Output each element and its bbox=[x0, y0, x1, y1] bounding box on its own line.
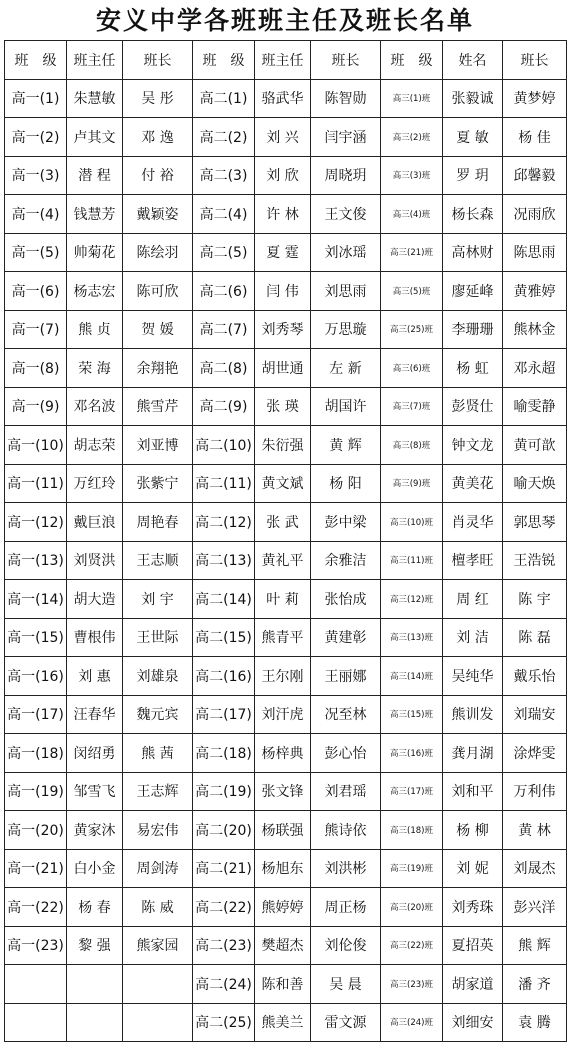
table-cell: 高一(8) bbox=[5, 349, 67, 388]
table-cell: 高一(18) bbox=[5, 734, 67, 773]
table-cell bbox=[5, 965, 67, 1004]
page-title: 安义中学各班班主任及班长名单 bbox=[95, 6, 474, 35]
table-cell: 白小金 bbox=[67, 849, 123, 888]
table-cell: 高二(20) bbox=[193, 811, 255, 850]
table-cell: 高二(25) bbox=[193, 1003, 255, 1042]
table-cell: 帅菊花 bbox=[67, 233, 123, 272]
table-cell: 余翔艳 bbox=[123, 349, 193, 388]
table-cell: 黄雅婷 bbox=[503, 272, 567, 311]
table-cell: 刘 惠 bbox=[67, 657, 123, 696]
table-cell: 刘伦俊 bbox=[311, 926, 381, 965]
table-cell: 彭兴洋 bbox=[503, 888, 567, 927]
table-cell: 王文俊 bbox=[311, 195, 381, 234]
table-row bbox=[5, 79, 567, 118]
table-cell: 高林财 bbox=[443, 233, 503, 272]
table-cell: 高三(9)班 bbox=[381, 464, 443, 503]
table-cell: 况雨欣 bbox=[503, 195, 567, 234]
table-cell: 高二(14) bbox=[193, 580, 255, 619]
table-row bbox=[5, 734, 567, 773]
table-cell: 熊青平 bbox=[255, 618, 311, 657]
table-cell: 高三(8)班 bbox=[381, 426, 443, 465]
table-cell: 高三(12)班 bbox=[381, 580, 443, 619]
table-cell: 胡志荣 bbox=[67, 426, 123, 465]
table-cell: 杨梓典 bbox=[255, 734, 311, 773]
table-cell: 钟文龙 bbox=[443, 426, 503, 465]
table-row bbox=[5, 618, 567, 657]
table-cell: 高一(16) bbox=[5, 657, 67, 696]
table-cell: 夏 霆 bbox=[255, 233, 311, 272]
table-cell: 邓 逸 bbox=[123, 118, 193, 157]
table-row bbox=[5, 811, 567, 850]
table-cell: 刘思雨 bbox=[311, 272, 381, 311]
table-cell: 夏招英 bbox=[443, 926, 503, 965]
table-cell: 荣 海 bbox=[67, 349, 123, 388]
table-cell: 高二(19) bbox=[193, 772, 255, 811]
table-cell: 檀孝旺 bbox=[443, 541, 503, 580]
table-cell: 陈绘羽 bbox=[123, 233, 193, 272]
table-cell: 高一(21) bbox=[5, 849, 67, 888]
table-cell: 杨 春 bbox=[67, 888, 123, 927]
table-cell: 熊家园 bbox=[123, 926, 193, 965]
table-cell: 高一(15) bbox=[5, 618, 67, 657]
table-cell: 骆武华 bbox=[255, 79, 311, 118]
table-cell: 刘秀珠 bbox=[443, 888, 503, 927]
table-cell: 高一(3) bbox=[5, 156, 67, 195]
table-row bbox=[5, 1003, 567, 1042]
table-cell: 高二(4) bbox=[193, 195, 255, 234]
table-cell: 黄家沐 bbox=[67, 811, 123, 850]
table-cell: 夏 敏 bbox=[443, 118, 503, 157]
table-cell: 曹根伟 bbox=[67, 618, 123, 657]
table-cell: 黄礼平 bbox=[255, 541, 311, 580]
table-cell: 叶 莉 bbox=[255, 580, 311, 619]
table-cell: 钱慧芳 bbox=[67, 195, 123, 234]
table-cell: 邓名波 bbox=[67, 387, 123, 426]
table-cell: 高三(14)班 bbox=[381, 657, 443, 696]
table-row bbox=[5, 233, 567, 272]
table-cell: 刘瑞安 bbox=[503, 695, 567, 734]
table-row bbox=[5, 426, 567, 465]
table-cell: 高三(6)班 bbox=[381, 349, 443, 388]
table-cell: 邹雪飞 bbox=[67, 772, 123, 811]
table-cell: 袁 腾 bbox=[503, 1003, 567, 1042]
table-cell: 潘 齐 bbox=[503, 965, 567, 1004]
table-cell: 高三(5)班 bbox=[381, 272, 443, 311]
table-cell: 陈智勋 bbox=[311, 79, 381, 118]
table-row bbox=[5, 195, 567, 234]
table-cell: 杨 虹 bbox=[443, 349, 503, 388]
table-cell: 高三(7)班 bbox=[381, 387, 443, 426]
table-cell: 刘雄泉 bbox=[123, 657, 193, 696]
table-row bbox=[5, 657, 567, 696]
table-row bbox=[5, 503, 567, 542]
table-row bbox=[5, 965, 567, 1004]
table-cell: 万思璇 bbox=[311, 310, 381, 349]
table-cell: 高三(16)班 bbox=[381, 734, 443, 773]
table-cell: 高二(11) bbox=[193, 464, 255, 503]
table-cell: 高一(6) bbox=[5, 272, 67, 311]
table-row bbox=[5, 772, 567, 811]
table-cell: 陈 威 bbox=[123, 888, 193, 927]
table-cell: 高一(13) bbox=[5, 541, 67, 580]
column-header: 班主任 bbox=[67, 41, 123, 80]
table-cell: 彭心怡 bbox=[311, 734, 381, 773]
table-cell: 汪春华 bbox=[67, 695, 123, 734]
table-cell: 邓永超 bbox=[503, 349, 567, 388]
table-cell: 杨联强 bbox=[255, 811, 311, 850]
table-cell: 高三(10)班 bbox=[381, 503, 443, 542]
table-cell bbox=[5, 1003, 67, 1042]
class-roster-table bbox=[4, 40, 567, 1042]
table-row bbox=[5, 310, 567, 349]
table-cell: 张毅诚 bbox=[443, 79, 503, 118]
column-header: 班长 bbox=[123, 41, 193, 80]
table-cell: 高三(11)班 bbox=[381, 541, 443, 580]
table-cell: 付 裕 bbox=[123, 156, 193, 195]
table-cell: 高二(2) bbox=[193, 118, 255, 157]
table-cell: 高二(13) bbox=[193, 541, 255, 580]
table-cell: 贺 媛 bbox=[123, 310, 193, 349]
table-cell: 王志顺 bbox=[123, 541, 193, 580]
table-cell: 吴 晨 bbox=[311, 965, 381, 1004]
table-cell: 张 瑛 bbox=[255, 387, 311, 426]
table-cell: 黄文斌 bbox=[255, 464, 311, 503]
table-cell: 刘 宇 bbox=[123, 580, 193, 619]
table-cell: 况至林 bbox=[311, 695, 381, 734]
table-cell: 刘和平 bbox=[443, 772, 503, 811]
column-header: 姓名 bbox=[443, 41, 503, 80]
table-cell: 高三(24)班 bbox=[381, 1003, 443, 1042]
table-cell: 刘 妮 bbox=[443, 849, 503, 888]
table-cell: 高一(2) bbox=[5, 118, 67, 157]
table-cell: 高一(20) bbox=[5, 811, 67, 850]
table-cell: 高二(21) bbox=[193, 849, 255, 888]
table-cell: 刘冰瑶 bbox=[311, 233, 381, 272]
table-cell: 刘汗虎 bbox=[255, 695, 311, 734]
table-cell: 熊 辉 bbox=[503, 926, 567, 965]
table-cell: 高三(13)班 bbox=[381, 618, 443, 657]
table-cell: 高一(5) bbox=[5, 233, 67, 272]
table-cell: 易宏伟 bbox=[123, 811, 193, 850]
table-cell: 周艳春 bbox=[123, 503, 193, 542]
table-cell: 高二(12) bbox=[193, 503, 255, 542]
table-cell: 潜 程 bbox=[67, 156, 123, 195]
table-cell: 吴 彤 bbox=[123, 79, 193, 118]
table-cell: 熊诗依 bbox=[311, 811, 381, 850]
table-cell: 高二(5) bbox=[193, 233, 255, 272]
table-cell: 高一(10) bbox=[5, 426, 67, 465]
table-cell: 张紫宁 bbox=[123, 464, 193, 503]
table-row bbox=[5, 695, 567, 734]
table-row bbox=[5, 349, 567, 388]
table-cell: 胡世通 bbox=[255, 349, 311, 388]
table-cell: 高三(2)班 bbox=[381, 118, 443, 157]
table-cell: 周晓玥 bbox=[311, 156, 381, 195]
table-cell: 杨旭东 bbox=[255, 849, 311, 888]
table-cell: 万红玲 bbox=[67, 464, 123, 503]
table-cell: 张怡成 bbox=[311, 580, 381, 619]
table-cell: 高一(4) bbox=[5, 195, 67, 234]
table-cell: 王世际 bbox=[123, 618, 193, 657]
table-cell: 高二(6) bbox=[193, 272, 255, 311]
table-cell: 高三(22)班 bbox=[381, 926, 443, 965]
table-cell: 高一(22) bbox=[5, 888, 67, 927]
table-cell: 陈和善 bbox=[255, 965, 311, 1004]
table-cell: 刘君瑶 bbox=[311, 772, 381, 811]
table-cell: 邱馨毅 bbox=[503, 156, 567, 195]
table-cell: 陈 宇 bbox=[503, 580, 567, 619]
table-cell: 喻天焕 bbox=[503, 464, 567, 503]
table-cell: 黄 辉 bbox=[311, 426, 381, 465]
table-cell: 罗 玥 bbox=[443, 156, 503, 195]
table-cell: 高一(1) bbox=[5, 79, 67, 118]
table-cell: 高三(4)班 bbox=[381, 195, 443, 234]
table-cell: 熊 贞 bbox=[67, 310, 123, 349]
table-cell: 胡国许 bbox=[311, 387, 381, 426]
table-cell: 高二(1) bbox=[193, 79, 255, 118]
table-cell: 胡家道 bbox=[443, 965, 503, 1004]
table-cell: 高三(19)班 bbox=[381, 849, 443, 888]
table-cell: 熊林金 bbox=[503, 310, 567, 349]
table-cell: 朱衍强 bbox=[255, 426, 311, 465]
table-cell: 喻雯静 bbox=[503, 387, 567, 426]
table-cell: 廖延峰 bbox=[443, 272, 503, 311]
table-cell: 闫 伟 bbox=[255, 272, 311, 311]
table-cell: 高二(23) bbox=[193, 926, 255, 965]
table-cell: 高二(24) bbox=[193, 965, 255, 1004]
table-cell: 高二(17) bbox=[193, 695, 255, 734]
table-cell: 熊 茜 bbox=[123, 734, 193, 773]
table-cell: 高一(17) bbox=[5, 695, 67, 734]
table-cell: 黄可歆 bbox=[503, 426, 567, 465]
table-cell: 吴纯华 bbox=[443, 657, 503, 696]
table-cell: 魏元宾 bbox=[123, 695, 193, 734]
table-cell: 涂烨雯 bbox=[503, 734, 567, 773]
table-cell: 黄建彰 bbox=[311, 618, 381, 657]
table-cell: 高二(9) bbox=[193, 387, 255, 426]
table-cell: 戴颖姿 bbox=[123, 195, 193, 234]
table-cell: 熊美兰 bbox=[255, 1003, 311, 1042]
table-cell bbox=[67, 1003, 123, 1042]
table-cell: 高一(9) bbox=[5, 387, 67, 426]
table-cell: 高二(8) bbox=[193, 349, 255, 388]
table-cell: 龚月湖 bbox=[443, 734, 503, 773]
table-cell bbox=[123, 965, 193, 1004]
table-cell: 王丽娜 bbox=[311, 657, 381, 696]
table-cell: 闵绍勇 bbox=[67, 734, 123, 773]
table-cell: 黄 林 bbox=[503, 811, 567, 850]
table-cell: 周 红 bbox=[443, 580, 503, 619]
table-cell: 陈思雨 bbox=[503, 233, 567, 272]
table-cell: 卢其文 bbox=[67, 118, 123, 157]
table-cell: 胡大造 bbox=[67, 580, 123, 619]
column-header: 班 级 bbox=[5, 41, 67, 80]
table-cell: 高二(7) bbox=[193, 310, 255, 349]
table-cell: 高一(19) bbox=[5, 772, 67, 811]
table-cell: 张文锋 bbox=[255, 772, 311, 811]
table-cell: 高一(23) bbox=[5, 926, 67, 965]
table-cell: 黄梦婷 bbox=[503, 79, 567, 118]
table-cell: 高二(16) bbox=[193, 657, 255, 696]
table-row bbox=[5, 849, 567, 888]
table-cell: 高二(22) bbox=[193, 888, 255, 927]
table-cell: 高二(3) bbox=[193, 156, 255, 195]
table-cell: 高三(25)班 bbox=[381, 310, 443, 349]
table-cell: 高一(12) bbox=[5, 503, 67, 542]
table-cell: 熊婷婷 bbox=[255, 888, 311, 927]
table-cell: 刘 欣 bbox=[255, 156, 311, 195]
table-cell: 朱慧敏 bbox=[67, 79, 123, 118]
table-cell bbox=[123, 1003, 193, 1042]
table-cell: 万利伟 bbox=[503, 772, 567, 811]
table-cell bbox=[67, 965, 123, 1004]
table-cell: 刘贤洪 bbox=[67, 541, 123, 580]
table-cell: 许 林 bbox=[255, 195, 311, 234]
table-cell: 高二(15) bbox=[193, 618, 255, 657]
table-row bbox=[5, 926, 567, 965]
table-cell: 高一(11) bbox=[5, 464, 67, 503]
table-cell: 彭贤仕 bbox=[443, 387, 503, 426]
table-cell: 彭中梁 bbox=[311, 503, 381, 542]
table-cell: 杨 佳 bbox=[503, 118, 567, 157]
table-cell: 高三(23)班 bbox=[381, 965, 443, 1004]
table-cell: 刘秀琴 bbox=[255, 310, 311, 349]
table-cell: 黄美花 bbox=[443, 464, 503, 503]
table-cell: 杨 柳 bbox=[443, 811, 503, 850]
column-header: 班长 bbox=[503, 41, 567, 80]
table-cell: 李珊珊 bbox=[443, 310, 503, 349]
table-cell: 张 武 bbox=[255, 503, 311, 542]
table-cell: 郭思琴 bbox=[503, 503, 567, 542]
table-cell: 高三(21)班 bbox=[381, 233, 443, 272]
table-cell: 王尔刚 bbox=[255, 657, 311, 696]
table-cell: 余雅洁 bbox=[311, 541, 381, 580]
table-cell: 杨长森 bbox=[443, 195, 503, 234]
table-cell: 陈 磊 bbox=[503, 618, 567, 657]
table-cell: 黎 强 bbox=[67, 926, 123, 965]
table-cell: 熊训发 bbox=[443, 695, 503, 734]
table-cell: 高一(14) bbox=[5, 580, 67, 619]
table-cell: 戴巨浪 bbox=[67, 503, 123, 542]
table-row bbox=[5, 888, 567, 927]
column-header: 班 级 bbox=[193, 41, 255, 80]
header-row bbox=[5, 41, 567, 80]
table-row bbox=[5, 464, 567, 503]
table-cell: 高三(17)班 bbox=[381, 772, 443, 811]
table-cell: 高二(18) bbox=[193, 734, 255, 773]
table-cell: 高三(20)班 bbox=[381, 888, 443, 927]
table-row bbox=[5, 156, 567, 195]
table-cell: 戴乐怡 bbox=[503, 657, 567, 696]
table-row bbox=[5, 541, 567, 580]
table-cell: 高三(15)班 bbox=[381, 695, 443, 734]
table-cell: 杨 阳 bbox=[311, 464, 381, 503]
table-cell: 周剑涛 bbox=[123, 849, 193, 888]
table-cell: 王浩锐 bbox=[503, 541, 567, 580]
table-cell: 肖灵华 bbox=[443, 503, 503, 542]
table-cell: 陈可欣 bbox=[123, 272, 193, 311]
table-cell: 左 新 bbox=[311, 349, 381, 388]
table-cell: 刘亚博 bbox=[123, 426, 193, 465]
table-row bbox=[5, 580, 567, 619]
table-cell: 高三(18)班 bbox=[381, 811, 443, 850]
table-cell: 刘晟杰 bbox=[503, 849, 567, 888]
column-header: 班长 bbox=[311, 41, 381, 80]
table-cell: 刘 洁 bbox=[443, 618, 503, 657]
column-header: 班 级 bbox=[381, 41, 443, 80]
column-header: 班主任 bbox=[255, 41, 311, 80]
table-cell: 闫宇涵 bbox=[311, 118, 381, 157]
table-cell: 熊雪芹 bbox=[123, 387, 193, 426]
table-cell: 雷文源 bbox=[311, 1003, 381, 1042]
table-cell: 刘细安 bbox=[443, 1003, 503, 1042]
table-row bbox=[5, 387, 567, 426]
table-cell: 刘 兴 bbox=[255, 118, 311, 157]
table-row bbox=[5, 272, 567, 311]
table-row bbox=[5, 118, 567, 157]
table-cell: 高三(3)班 bbox=[381, 156, 443, 195]
table-cell: 高三(1)班 bbox=[381, 79, 443, 118]
table-cell: 高一(7) bbox=[5, 310, 67, 349]
table-cell: 樊超杰 bbox=[255, 926, 311, 965]
table-cell: 杨志宏 bbox=[67, 272, 123, 311]
table-cell: 高二(10) bbox=[193, 426, 255, 465]
table-cell: 王志辉 bbox=[123, 772, 193, 811]
table-cell: 周正杨 bbox=[311, 888, 381, 927]
table-cell: 刘洪彬 bbox=[311, 849, 381, 888]
